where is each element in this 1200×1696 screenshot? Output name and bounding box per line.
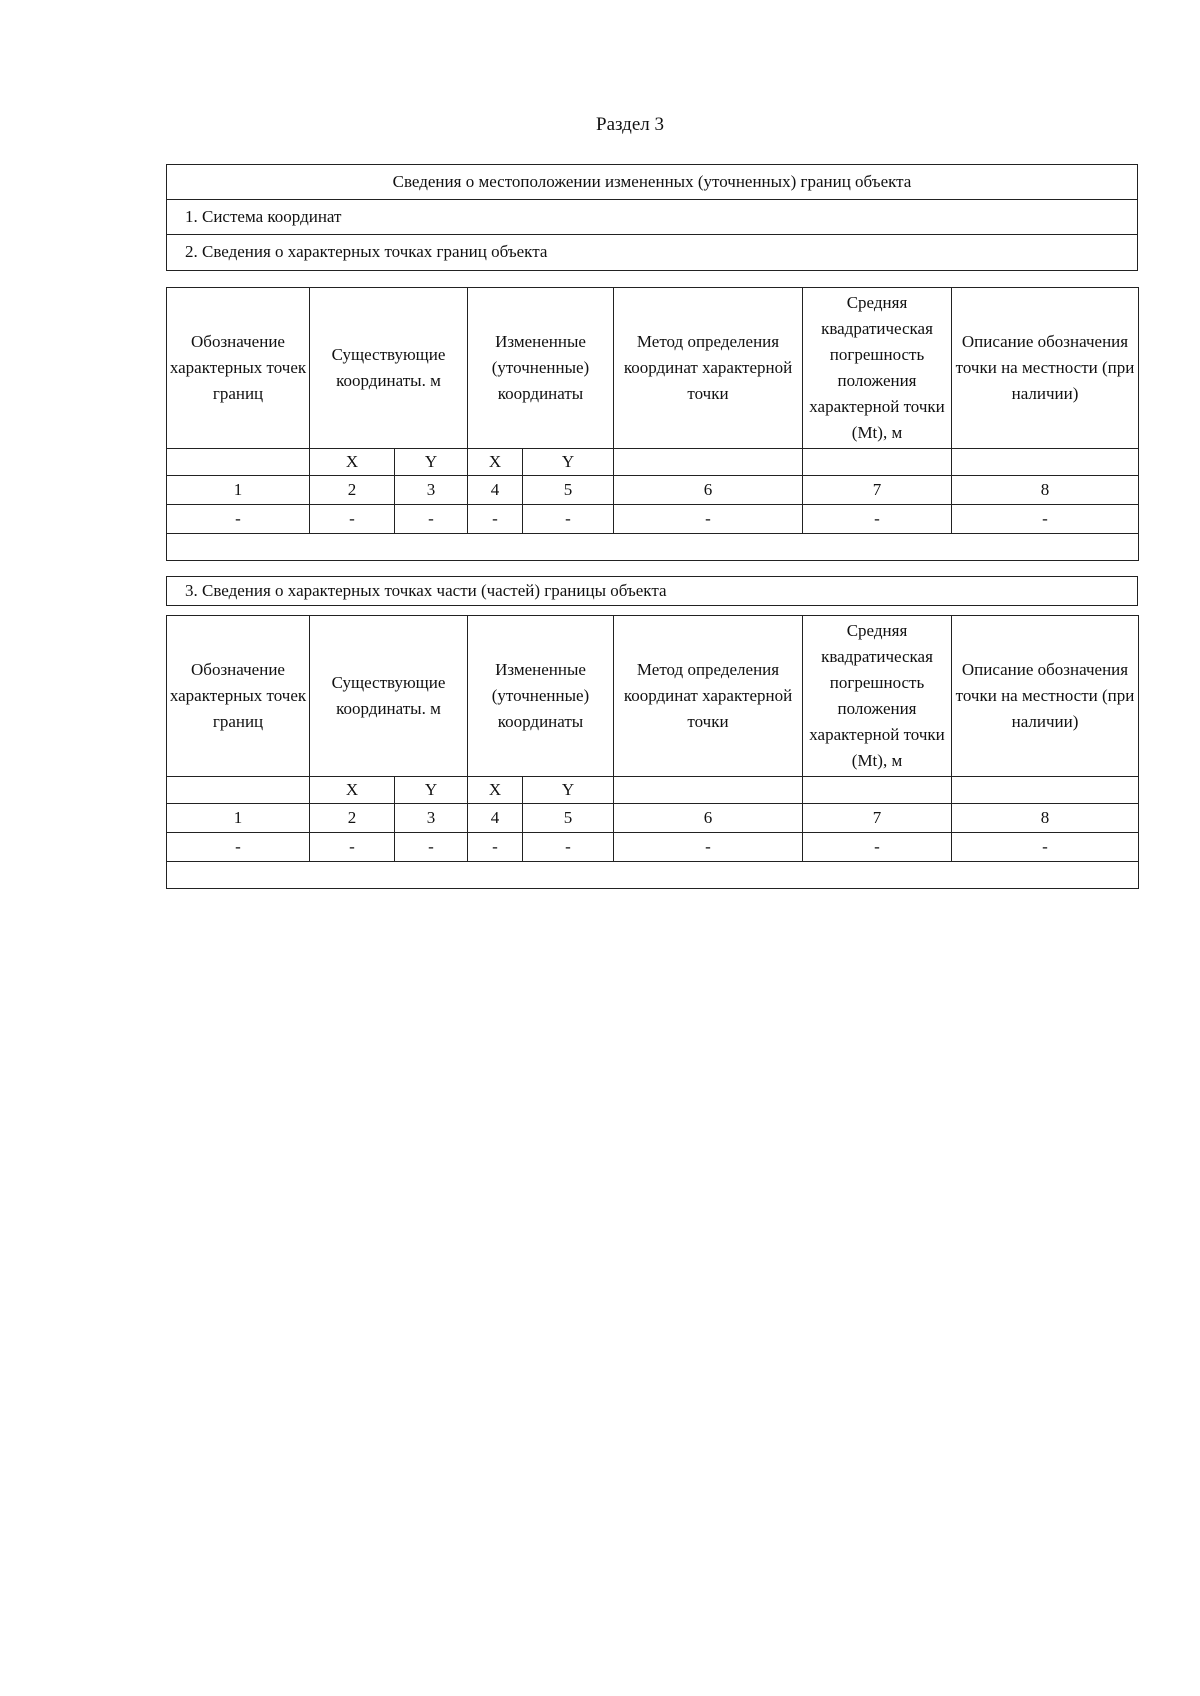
dash-cell: - bbox=[468, 505, 523, 534]
col-existing-coordinates: Существующие координаты. м bbox=[310, 616, 468, 777]
column-number: 6 bbox=[614, 476, 803, 505]
col-changed-coordinates: Измененные (уточненные) координаты bbox=[468, 616, 614, 777]
part-boundary-points-heading: 3. Сведения о характерных точках части (частей) границы объекта bbox=[166, 576, 1138, 606]
column-number: 5 bbox=[523, 476, 614, 505]
dash-cell: - bbox=[167, 833, 310, 862]
dash-cell: - bbox=[395, 505, 468, 534]
dash-cell: - bbox=[167, 505, 310, 534]
col-changed-coordinates: Измененные (уточненные) координаты bbox=[468, 288, 614, 449]
column-number: 4 bbox=[468, 804, 523, 833]
column-number: 7 bbox=[803, 476, 952, 505]
column-number: 2 bbox=[310, 476, 395, 505]
dash-cell: - bbox=[523, 833, 614, 862]
col-description: Описание обозначения точки на местности (при наличии) bbox=[952, 288, 1139, 449]
y-label: Y bbox=[523, 777, 614, 804]
section-title: Раздел 3 bbox=[596, 114, 664, 135]
xy-row bbox=[167, 777, 1139, 804]
dash-cell: - bbox=[614, 505, 803, 534]
dash-cell: - bbox=[803, 505, 952, 534]
table-row bbox=[167, 833, 1139, 862]
xy-row bbox=[167, 449, 1139, 476]
column-number: 1 bbox=[167, 804, 310, 833]
col-point-designation: Обозначение характерных точек границ bbox=[167, 288, 310, 449]
header-box bbox=[166, 164, 1138, 271]
part-boundary-points-table bbox=[166, 615, 1139, 889]
col-mean-square-error: Средняя квадратическая погрешность положения характерной точки (Mt), м bbox=[803, 288, 952, 449]
column-number: 8 bbox=[952, 804, 1139, 833]
column-number: 3 bbox=[395, 476, 468, 505]
dash-cell: - bbox=[310, 833, 395, 862]
column-number: 8 bbox=[952, 476, 1139, 505]
boundary-points-table bbox=[166, 287, 1139, 561]
column-number: 3 bbox=[395, 804, 468, 833]
column-number-row bbox=[167, 804, 1139, 833]
x-label: X bbox=[468, 449, 523, 476]
dash-cell: - bbox=[310, 505, 395, 534]
column-number-row bbox=[167, 476, 1139, 505]
empty-row bbox=[167, 534, 1139, 561]
dash-cell: - bbox=[468, 833, 523, 862]
column-number: 4 bbox=[468, 476, 523, 505]
dash-cell: - bbox=[395, 833, 468, 862]
header-box-title: Сведения о местоположении измененных (уточненных) границ объекта bbox=[167, 165, 1137, 200]
col-point-designation: Обозначение характерных точек границ bbox=[167, 616, 310, 777]
dash-cell: - bbox=[523, 505, 614, 534]
column-number: 5 bbox=[523, 804, 614, 833]
x-label: X bbox=[310, 777, 395, 804]
dash-cell: - bbox=[952, 505, 1139, 534]
column-number: 6 bbox=[614, 804, 803, 833]
table-row bbox=[167, 505, 1139, 534]
empty-row bbox=[167, 862, 1139, 889]
dash-cell: - bbox=[952, 833, 1139, 862]
x-label: X bbox=[310, 449, 395, 476]
col-description: Описание обозначения точки на местности (при наличии) bbox=[952, 616, 1139, 777]
col-method: Метод определения координат характерной точки bbox=[614, 616, 803, 777]
coordinate-system-row: 1. Система координат bbox=[167, 200, 1137, 235]
y-label: Y bbox=[395, 449, 468, 476]
column-number: 7 bbox=[803, 804, 952, 833]
col-existing-coordinates: Существующие координаты. м bbox=[310, 288, 468, 449]
y-label: Y bbox=[523, 449, 614, 476]
column-number: 2 bbox=[310, 804, 395, 833]
dash-cell: - bbox=[614, 833, 803, 862]
boundary-points-heading: 2. Сведения о характерных точках границ объекта bbox=[185, 242, 548, 261]
y-label: Y bbox=[395, 777, 468, 804]
col-mean-square-error: Средняя квадратическая погрешность положения характерной точки (Mt), м bbox=[803, 616, 952, 777]
table-header-row bbox=[167, 288, 1139, 449]
col-method: Метод определения координат характерной точки bbox=[614, 288, 803, 449]
column-number: 1 bbox=[167, 476, 310, 505]
x-label: X bbox=[468, 777, 523, 804]
dash-cell: - bbox=[803, 833, 952, 862]
table-header-row bbox=[167, 616, 1139, 777]
